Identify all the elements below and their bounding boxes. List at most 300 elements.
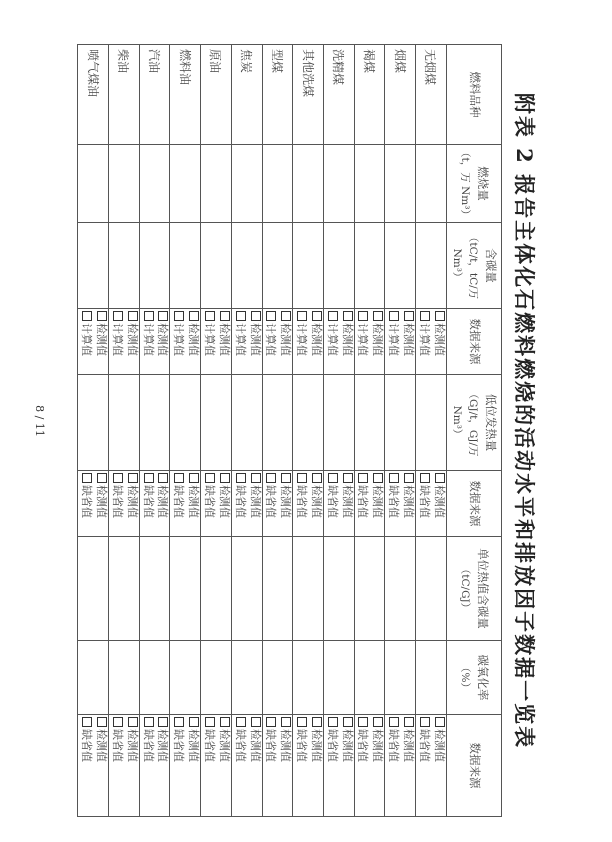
ncv-cell[interactable] <box>139 375 170 471</box>
checkbox-icon[interactable] <box>158 473 168 483</box>
calculated-checkbox-option[interactable] <box>263 311 278 372</box>
measured-checkbox-option[interactable] <box>185 311 200 372</box>
document-title: 附表 2 报告主体化石燃料燃烧的活动水平和排放因子数据一览表 <box>512 92 537 750</box>
checkbox-icon[interactable] <box>189 311 199 321</box>
checkbox-label: 计算值 <box>203 323 216 356</box>
consumption-cell[interactable] <box>139 145 170 223</box>
fuel-name-cell: 洗精煤 <box>323 45 354 145</box>
oxidation-cell[interactable] <box>323 641 354 715</box>
carbon-content-cell[interactable] <box>109 223 140 309</box>
unit-carbon-cell[interactable] <box>139 537 170 641</box>
source-2-cell <box>415 471 446 537</box>
checkbox-icon[interactable] <box>297 717 307 727</box>
default-checkbox-option[interactable] <box>324 717 339 814</box>
table-row <box>293 45 324 817</box>
checkbox-icon[interactable] <box>174 473 184 483</box>
default-checkbox-option[interactable] <box>293 473 308 534</box>
consumption-cell[interactable] <box>231 145 262 223</box>
default-checkbox-option[interactable] <box>140 717 155 814</box>
measured-checkbox-option[interactable] <box>155 473 170 534</box>
source-3-cell <box>354 715 385 817</box>
checkbox-icon[interactable] <box>373 311 383 321</box>
measured-checkbox-option[interactable] <box>369 473 384 534</box>
checkbox-label: 计算值 <box>172 323 186 356</box>
measured-checkbox-option[interactable] <box>216 473 231 534</box>
carbon-content-cell[interactable] <box>78 223 109 309</box>
checkbox-icon[interactable] <box>251 473 261 483</box>
header-unit-carbon <box>446 537 501 641</box>
checkbox-icon[interactable] <box>158 311 168 321</box>
table-row <box>109 45 140 817</box>
default-checkbox-option[interactable] <box>170 717 185 814</box>
consumption-cell[interactable] <box>78 145 109 223</box>
checkbox-label: 检测值 <box>340 323 354 356</box>
checkbox-label: 缺省值 <box>356 729 370 762</box>
checkbox-label: 计算值 <box>233 323 247 356</box>
checkbox-label: 缺省值 <box>141 729 155 762</box>
checkbox-label: 缺省值 <box>172 729 186 762</box>
checkbox-label: 缺省值 <box>295 729 309 762</box>
header-consumption <box>446 145 501 223</box>
ncv-cell[interactable] <box>354 375 385 471</box>
checkbox-icon[interactable] <box>82 311 92 321</box>
checkbox-icon[interactable] <box>343 717 353 727</box>
checkbox-icon[interactable] <box>328 717 338 727</box>
carbon-content-cell[interactable] <box>170 223 201 309</box>
default-checkbox-option[interactable] <box>416 717 431 814</box>
measured-checkbox-option[interactable] <box>400 473 415 534</box>
measured-checkbox-option[interactable] <box>369 717 384 814</box>
calculated-checkbox-option[interactable] <box>355 311 370 372</box>
checkbox-icon[interactable] <box>97 717 107 727</box>
unit-carbon-cell[interactable] <box>78 537 109 641</box>
fuel-name-cell: 汽油 <box>139 45 170 145</box>
measured-checkbox-option[interactable] <box>247 311 262 372</box>
checkbox-icon[interactable] <box>205 473 215 483</box>
checkbox-icon[interactable] <box>389 311 399 321</box>
checkbox-icon[interactable] <box>404 311 414 321</box>
ncv-cell[interactable] <box>293 375 324 471</box>
default-checkbox-option[interactable] <box>355 717 370 814</box>
checkbox-icon[interactable] <box>312 473 322 483</box>
checkbox-icon[interactable] <box>128 717 138 727</box>
source-2-cell <box>201 471 232 537</box>
carbon-content-cell[interactable] <box>293 223 324 309</box>
default-checkbox-option[interactable] <box>201 717 216 814</box>
checkbox-label: 计算值 <box>325 323 339 356</box>
checkbox-label: 缺省值 <box>233 729 247 762</box>
measured-checkbox-option[interactable] <box>216 311 231 372</box>
unit-carbon-cell[interactable] <box>293 537 324 641</box>
checkbox-icon[interactable] <box>82 473 92 483</box>
measured-checkbox-option[interactable] <box>277 717 292 814</box>
default-checkbox-option[interactable] <box>385 473 400 534</box>
source-2-cell <box>231 471 262 537</box>
checkbox-icon[interactable] <box>358 473 368 483</box>
measured-checkbox-option[interactable] <box>93 717 108 814</box>
checkbox-label: 检测值 <box>401 729 415 762</box>
checkbox-icon[interactable] <box>420 717 430 727</box>
carbon-content-cell[interactable] <box>262 223 293 309</box>
checkbox-icon[interactable] <box>389 473 399 483</box>
checkbox-label: 检测值 <box>371 323 385 356</box>
checkbox-icon[interactable] <box>373 717 383 727</box>
table-row <box>170 45 201 817</box>
measured-checkbox-option[interactable] <box>400 717 415 814</box>
consumption-cell[interactable] <box>354 145 385 223</box>
checkbox-label: 检测值 <box>340 729 354 762</box>
measured-checkbox-option[interactable] <box>247 717 262 814</box>
source-1-cell <box>415 309 446 375</box>
checkbox-label: 检测值 <box>125 729 139 762</box>
source-3-cell <box>323 715 354 817</box>
checkbox-icon[interactable] <box>328 311 338 321</box>
checkbox-icon[interactable] <box>82 717 92 727</box>
measured-checkbox-option[interactable] <box>431 717 446 814</box>
checkbox-icon[interactable] <box>128 473 138 483</box>
consumption-cell[interactable] <box>293 145 324 223</box>
checkbox-label: 计算值 <box>264 323 278 356</box>
checkbox-icon[interactable] <box>297 473 307 483</box>
calculated-checkbox-option[interactable] <box>78 311 93 372</box>
unit-carbon-cell[interactable] <box>415 537 446 641</box>
checkbox-icon[interactable] <box>236 717 246 727</box>
default-checkbox-option[interactable] <box>293 717 308 814</box>
checkbox-icon[interactable] <box>373 473 383 483</box>
unit-carbon-cell[interactable] <box>170 537 201 641</box>
checkbox-icon[interactable] <box>343 473 353 483</box>
measured-checkbox-option[interactable] <box>247 473 262 534</box>
measured-checkbox-option[interactable] <box>277 311 292 372</box>
default-checkbox-option[interactable] <box>416 473 431 534</box>
checkbox-label: 缺省值 <box>233 485 247 518</box>
checkbox-label: 检测值 <box>432 323 446 356</box>
measured-checkbox-option[interactable] <box>339 473 354 534</box>
table-row <box>385 45 416 817</box>
carbon-content-cell[interactable] <box>139 223 170 309</box>
calculated-checkbox-option[interactable] <box>293 311 308 372</box>
checkbox-icon[interactable] <box>144 473 154 483</box>
consumption-cell[interactable] <box>201 145 232 223</box>
checkbox-icon[interactable] <box>174 311 184 321</box>
default-checkbox-option[interactable] <box>170 473 185 534</box>
source-2-cell <box>323 471 354 537</box>
checkbox-icon[interactable] <box>113 311 123 321</box>
consumption-cell[interactable] <box>323 145 354 223</box>
checkbox-label: 计算值 <box>387 323 401 356</box>
measured-checkbox-option[interactable] <box>155 311 170 372</box>
checkbox-label: 检测值 <box>309 485 323 518</box>
checkbox-label: 检测值 <box>156 323 170 356</box>
checkbox-icon[interactable] <box>189 473 199 483</box>
checkbox-icon[interactable] <box>281 473 291 483</box>
checkbox-icon[interactable] <box>113 717 123 727</box>
default-checkbox-option[interactable] <box>263 717 278 814</box>
checkbox-label: 计算值 <box>110 323 124 356</box>
measured-checkbox-option[interactable] <box>369 311 384 372</box>
checkbox-label: 缺省值 <box>110 729 124 762</box>
checkbox-icon[interactable] <box>144 311 154 321</box>
measured-checkbox-option[interactable] <box>339 311 354 372</box>
unit-carbon-cell[interactable] <box>109 537 140 641</box>
checkbox-icon[interactable] <box>205 311 215 321</box>
default-checkbox-option[interactable] <box>78 473 93 534</box>
source-2-cell <box>170 471 201 537</box>
checkbox-icon[interactable] <box>281 311 291 321</box>
checkbox-icon[interactable] <box>97 311 107 321</box>
measured-checkbox-option[interactable] <box>216 717 231 814</box>
default-checkbox-option[interactable] <box>324 473 339 534</box>
default-checkbox-option[interactable] <box>355 473 370 534</box>
fuel-name-cell: 无烟煤 <box>415 45 446 145</box>
source-1-cell <box>109 309 140 375</box>
checkbox-label: 检测值 <box>187 729 201 762</box>
header-source-3-label: 数据来源 <box>467 742 482 789</box>
calculated-checkbox-option[interactable] <box>140 311 155 372</box>
consumption-cell[interactable] <box>415 145 446 223</box>
unit-carbon-cell[interactable] <box>231 537 262 641</box>
carbon-content-cell[interactable] <box>415 223 446 309</box>
checkbox-label: 检测值 <box>95 485 109 518</box>
checkbox-label: 检测值 <box>217 323 231 356</box>
checkbox-icon[interactable] <box>251 311 261 321</box>
source-1-cell <box>78 309 109 375</box>
checkbox-label: 缺省值 <box>325 729 339 762</box>
default-checkbox-option[interactable] <box>232 717 247 814</box>
header-source-2 <box>446 471 501 537</box>
checkbox-icon[interactable] <box>220 311 230 321</box>
default-checkbox-option[interactable] <box>109 473 124 534</box>
header-consumption-unit: （t，万 Nm³） <box>459 147 472 220</box>
measured-checkbox-option[interactable] <box>308 311 323 372</box>
ncv-cell[interactable] <box>415 375 446 471</box>
oxidation-cell[interactable] <box>170 641 201 715</box>
page-number: 8 / 11 <box>33 405 46 437</box>
checkbox-icon[interactable] <box>389 717 399 727</box>
source-3-cell <box>78 715 109 817</box>
measured-checkbox-option[interactable] <box>185 717 200 814</box>
measured-checkbox-option[interactable] <box>93 311 108 372</box>
carbon-content-cell[interactable] <box>231 223 262 309</box>
checkbox-icon[interactable] <box>358 311 368 321</box>
default-checkbox-option[interactable] <box>232 473 247 534</box>
source-1-cell <box>293 309 324 375</box>
fuel-name-cell: 褐煤 <box>354 45 385 145</box>
checkbox-label: 检测值 <box>95 729 109 762</box>
source-1-cell <box>139 309 170 375</box>
ncv-cell[interactable] <box>78 375 109 471</box>
carbon-content-cell[interactable] <box>385 223 416 309</box>
consumption-cell[interactable] <box>109 145 140 223</box>
source-3-cell <box>170 715 201 817</box>
checkbox-icon[interactable] <box>435 473 445 483</box>
fuel-name-cell: 焦炭 <box>231 45 262 145</box>
checkbox-icon[interactable] <box>220 717 230 727</box>
default-checkbox-option[interactable] <box>109 717 124 814</box>
source-1-cell <box>385 309 416 375</box>
ncv-cell[interactable] <box>385 375 416 471</box>
default-checkbox-option[interactable] <box>263 473 278 534</box>
checkbox-icon[interactable] <box>236 473 246 483</box>
source-3-cell <box>262 715 293 817</box>
unit-carbon-cell[interactable] <box>385 537 416 641</box>
checkbox-icon[interactable] <box>251 717 261 727</box>
consumption-cell[interactable] <box>170 145 201 223</box>
table-row <box>231 45 262 817</box>
header-oxidation-label: 碳氧化率 <box>475 654 490 701</box>
header-row <box>446 45 501 817</box>
header-fuel-label: 燃料品种 <box>467 71 482 118</box>
table-row <box>415 45 446 817</box>
calculated-checkbox-option[interactable] <box>201 311 216 372</box>
checkbox-label: 检测值 <box>432 729 446 762</box>
measured-checkbox-option[interactable] <box>431 311 446 372</box>
default-checkbox-option[interactable] <box>201 473 216 534</box>
calculated-checkbox-option[interactable] <box>109 311 124 372</box>
checkbox-icon[interactable] <box>189 717 199 727</box>
ncv-cell[interactable] <box>323 375 354 471</box>
fuel-name-cell: 喷气煤油 <box>78 45 109 145</box>
oxidation-cell[interactable] <box>385 641 416 715</box>
table-row <box>323 45 354 817</box>
ncv-cell[interactable] <box>170 375 201 471</box>
header-carbon-unit: （tC/t，tC/万 Nm³） <box>450 231 480 300</box>
calculated-checkbox-option[interactable] <box>232 311 247 372</box>
measured-checkbox-option[interactable] <box>400 311 415 372</box>
ncv-cell[interactable] <box>201 375 232 471</box>
header-consumption-label: 燃烧量 <box>475 166 490 201</box>
calculated-checkbox-option[interactable] <box>324 311 339 372</box>
checkbox-icon[interactable] <box>328 473 338 483</box>
measured-checkbox-option[interactable] <box>308 473 323 534</box>
measured-checkbox-option[interactable] <box>431 473 446 534</box>
header-source-1 <box>446 309 501 375</box>
measured-checkbox-option[interactable] <box>339 717 354 814</box>
oxidation-cell[interactable] <box>78 641 109 715</box>
ncv-cell[interactable] <box>231 375 262 471</box>
oxidation-cell[interactable] <box>262 641 293 715</box>
checkbox-icon[interactable] <box>435 311 445 321</box>
checkbox-label: 检测值 <box>371 485 385 518</box>
unit-carbon-cell[interactable] <box>262 537 293 641</box>
table-row <box>139 45 170 817</box>
source-2-cell <box>293 471 324 537</box>
header-ncv-unit: （GJ/t，GJ/万 Nm³） <box>450 388 480 457</box>
oxidation-cell[interactable] <box>109 641 140 715</box>
checkbox-icon[interactable] <box>174 717 184 727</box>
checkbox-label: 计算值 <box>295 323 309 356</box>
table-row <box>354 45 385 817</box>
default-checkbox-option[interactable] <box>78 717 93 814</box>
measured-checkbox-option[interactable] <box>308 717 323 814</box>
calculated-checkbox-option[interactable] <box>385 311 400 372</box>
checkbox-icon[interactable] <box>113 473 123 483</box>
source-3-cell <box>385 715 416 817</box>
checkbox-icon[interactable] <box>404 473 414 483</box>
unit-carbon-cell[interactable] <box>323 537 354 641</box>
measured-checkbox-option[interactable] <box>124 311 139 372</box>
calculated-checkbox-option[interactable] <box>170 311 185 372</box>
carbon-content-cell[interactable] <box>354 223 385 309</box>
header-fuel <box>446 45 501 145</box>
carbon-content-cell[interactable] <box>323 223 354 309</box>
ncv-cell[interactable] <box>109 375 140 471</box>
checkbox-icon[interactable] <box>343 311 353 321</box>
oxidation-cell[interactable] <box>231 641 262 715</box>
fuel-name-cell: 烟煤 <box>385 45 416 145</box>
oxidation-cell[interactable] <box>354 641 385 715</box>
unit-carbon-cell[interactable] <box>201 537 232 641</box>
checkbox-label: 检测值 <box>309 323 323 356</box>
table-row <box>262 45 293 817</box>
checkbox-icon[interactable] <box>128 311 138 321</box>
checkbox-icon[interactable] <box>435 717 445 727</box>
unit-carbon-cell[interactable] <box>354 537 385 641</box>
oxidation-cell[interactable] <box>415 641 446 715</box>
header-carbon <box>446 223 501 309</box>
checkbox-label: 检测值 <box>401 485 415 518</box>
checkbox-icon[interactable] <box>158 717 168 727</box>
checkbox-label: 计算值 <box>80 323 94 356</box>
checkbox-icon[interactable] <box>404 717 414 727</box>
consumption-cell[interactable] <box>385 145 416 223</box>
checkbox-label: 检测值 <box>248 485 262 518</box>
checkbox-icon[interactable] <box>220 473 230 483</box>
measured-checkbox-option[interactable] <box>124 717 139 814</box>
checkbox-label: 检测值 <box>95 323 109 356</box>
checkbox-icon[interactable] <box>420 311 430 321</box>
checkbox-icon[interactable] <box>266 311 276 321</box>
oxidation-cell[interactable] <box>139 641 170 715</box>
consumption-cell[interactable] <box>262 145 293 223</box>
calculated-checkbox-option[interactable] <box>416 311 431 372</box>
oxidation-cell[interactable] <box>293 641 324 715</box>
checkbox-label: 缺省值 <box>387 485 401 518</box>
checkbox-icon[interactable] <box>266 473 276 483</box>
source-1-cell <box>262 309 293 375</box>
oxidation-cell[interactable] <box>201 641 232 715</box>
carbon-content-cell[interactable] <box>201 223 232 309</box>
measured-checkbox-option[interactable] <box>124 473 139 534</box>
checkbox-icon[interactable] <box>297 311 307 321</box>
source-2-cell <box>139 471 170 537</box>
measured-checkbox-option[interactable] <box>185 473 200 534</box>
measured-checkbox-option[interactable] <box>93 473 108 534</box>
checkbox-icon[interactable] <box>312 311 322 321</box>
checkbox-icon[interactable] <box>205 717 215 727</box>
checkbox-icon[interactable] <box>144 717 154 727</box>
fuel-name-cell: 燃料油 <box>170 45 201 145</box>
checkbox-label: 计算值 <box>417 323 431 356</box>
checkbox-icon[interactable] <box>420 473 430 483</box>
measured-checkbox-option[interactable] <box>277 473 292 534</box>
default-checkbox-option[interactable] <box>140 473 155 534</box>
checkbox-icon[interactable] <box>312 717 322 727</box>
checkbox-label: 检测值 <box>248 729 262 762</box>
checkbox-icon[interactable] <box>236 311 246 321</box>
checkbox-icon[interactable] <box>97 473 107 483</box>
header-source-3 <box>446 715 501 817</box>
checkbox-icon[interactable] <box>358 717 368 727</box>
checkbox-icon[interactable] <box>281 717 291 727</box>
ncv-cell[interactable] <box>262 375 293 471</box>
checkbox-label: 检测值 <box>340 485 354 518</box>
measured-checkbox-option[interactable] <box>155 717 170 814</box>
default-checkbox-option[interactable] <box>385 717 400 814</box>
source-2-cell <box>109 471 140 537</box>
checkbox-label: 检测值 <box>432 485 446 518</box>
checkbox-icon[interactable] <box>266 717 276 727</box>
